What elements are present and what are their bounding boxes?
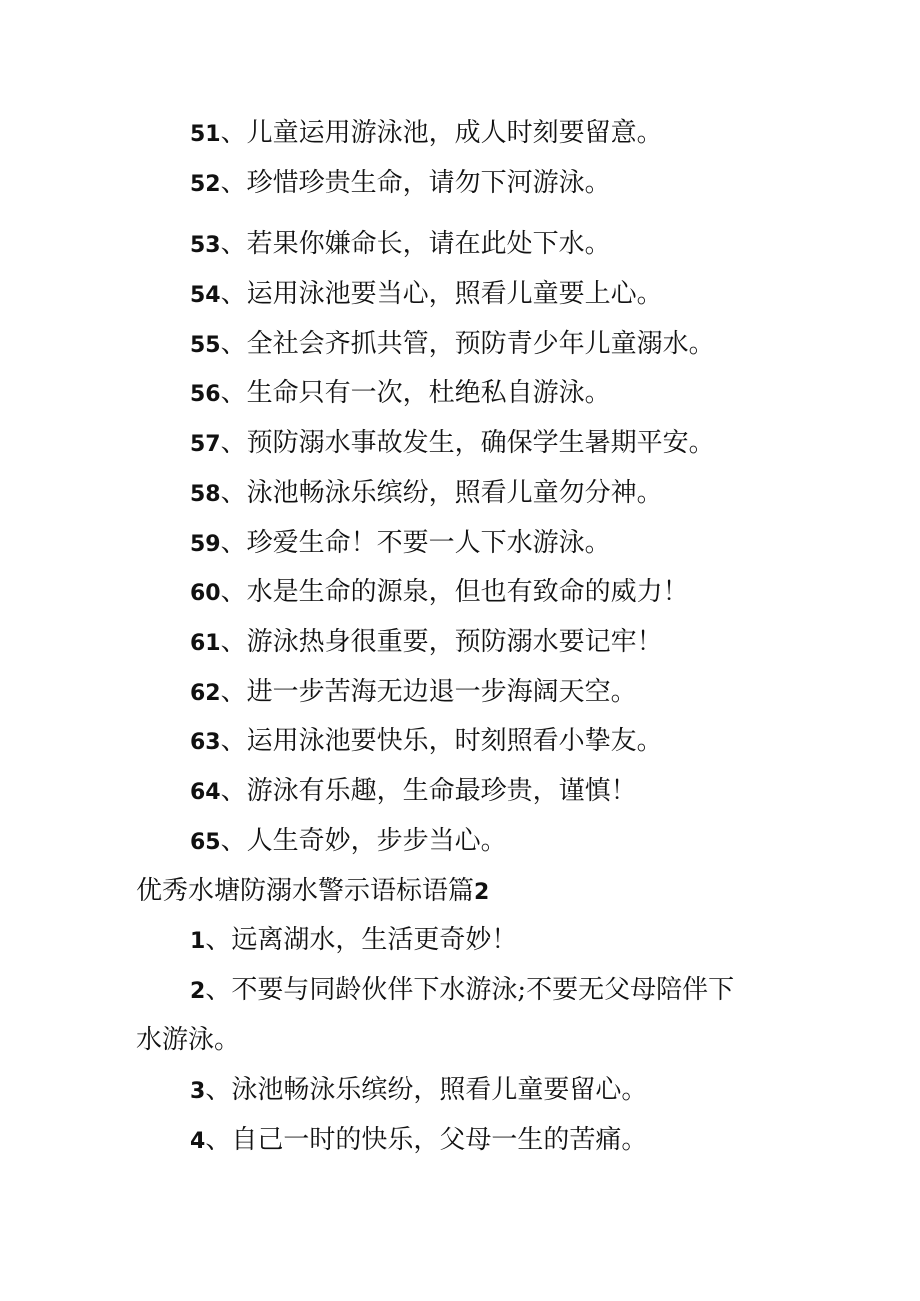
item-text: 运用泳池要快乐，时刻照看小挚友。	[246, 726, 663, 756]
list-item	[190, 527, 611, 559]
item-separator: 、	[220, 726, 247, 756]
item-separator: 、	[220, 378, 247, 408]
item-number: 1	[190, 929, 206, 954]
item-separator: 、	[220, 627, 247, 657]
item-number: 65	[190, 830, 221, 855]
list-item	[190, 1124, 647, 1156]
item-separator: 、	[220, 118, 247, 148]
list-item	[190, 626, 663, 658]
list-item	[190, 576, 689, 608]
item-separator: 、	[220, 279, 247, 309]
item-separator: 、	[220, 229, 247, 259]
item-text: 预防溺水事故发生，确保学生暑期平安。	[246, 428, 715, 458]
list-item	[190, 167, 611, 199]
item-separator: 、	[220, 528, 247, 558]
item-text: 人生奇妙，步步当心。	[246, 826, 507, 856]
section-heading	[136, 875, 489, 907]
list-item	[190, 775, 637, 807]
item-text: 远离湖水，生活更奇妙！	[231, 925, 518, 955]
list-item	[190, 278, 663, 310]
item-separator: 、	[205, 925, 232, 955]
item-number: 52	[190, 172, 221, 197]
list-item	[190, 974, 734, 1006]
item-text: 运用泳池要当心，照看儿童要上心。	[246, 279, 663, 309]
item-number: 51	[190, 122, 221, 147]
item-separator: 、	[220, 826, 247, 856]
list-item	[190, 1074, 647, 1106]
item-separator: 、	[205, 975, 232, 1005]
item-text: 泳池畅泳乐缤纷，照看儿童勿分神。	[246, 478, 663, 508]
item-number: 63	[190, 730, 221, 755]
item-number: 53	[190, 233, 221, 258]
item-separator: 、	[220, 168, 247, 198]
list-item	[190, 725, 663, 757]
list-item-continuation	[136, 1024, 240, 1056]
item-separator: 、	[220, 428, 247, 458]
item-separator: 、	[220, 329, 247, 359]
list-item	[190, 117, 663, 149]
item-text: 游泳热身很重要，预防溺水要记牢！	[246, 627, 663, 657]
list-item	[190, 924, 517, 956]
item-separator: 、	[220, 478, 247, 508]
item-number: 62	[190, 681, 221, 706]
list-item	[190, 477, 663, 509]
list-item	[190, 825, 507, 857]
item-number: 54	[190, 283, 221, 308]
item-text: 泳池畅泳乐缤纷，照看儿童要留心。	[231, 1075, 648, 1105]
item-text: 生命只有一次，杜绝私自游泳。	[246, 378, 611, 408]
item-text: 珍爱生命！不要一人下水游泳。	[246, 528, 611, 558]
section-heading-number: 2	[474, 880, 490, 905]
item-text: 进一步苦海无边退一步海阔天空。	[246, 677, 637, 707]
item-text: 儿童运用游泳池，成人时刻要留意。	[246, 118, 663, 148]
item-number: 3	[190, 1079, 206, 1104]
item-number: 55	[190, 333, 221, 358]
list-item	[190, 427, 715, 459]
item-number: 56	[190, 382, 221, 407]
item-text: 珍惜珍贵生命，请勿下河游泳。	[246, 168, 611, 198]
item-number: 4	[190, 1129, 206, 1154]
item-number: 57	[190, 432, 221, 457]
item-number: 64	[190, 780, 221, 805]
section-heading-text: 优秀水塘防溺水警示语标语篇	[136, 876, 475, 906]
item-text: 游泳有乐趣，生命最珍贵，谨慎！	[246, 776, 637, 806]
item-separator: 、	[205, 1075, 232, 1105]
item-text: 不要与同龄伙伴下水游泳;不要无父母陪伴下	[231, 975, 735, 1005]
list-item	[190, 328, 715, 360]
item-number: 60	[190, 581, 221, 606]
item-text: 全社会齐抓共管，预防青少年儿童溺水。	[246, 329, 715, 359]
item-text-continuation: 水游泳。	[136, 1025, 241, 1055]
item-number: 58	[190, 482, 221, 507]
item-separator: 、	[205, 1125, 232, 1155]
item-text: 若果你嫌命长，请在此处下水。	[246, 229, 611, 259]
list-item	[190, 228, 611, 260]
list-item	[190, 676, 637, 708]
item-number: 61	[190, 631, 221, 656]
item-separator: 、	[220, 776, 247, 806]
item-text: 水是生命的源泉，但也有致命的威力！	[246, 577, 689, 607]
item-number: 2	[190, 979, 206, 1004]
item-number: 59	[190, 532, 221, 557]
list-item	[190, 377, 611, 409]
item-text: 自己一时的快乐，父母一生的苦痛。	[231, 1125, 648, 1155]
item-separator: 、	[220, 577, 247, 607]
item-separator: 、	[220, 677, 247, 707]
